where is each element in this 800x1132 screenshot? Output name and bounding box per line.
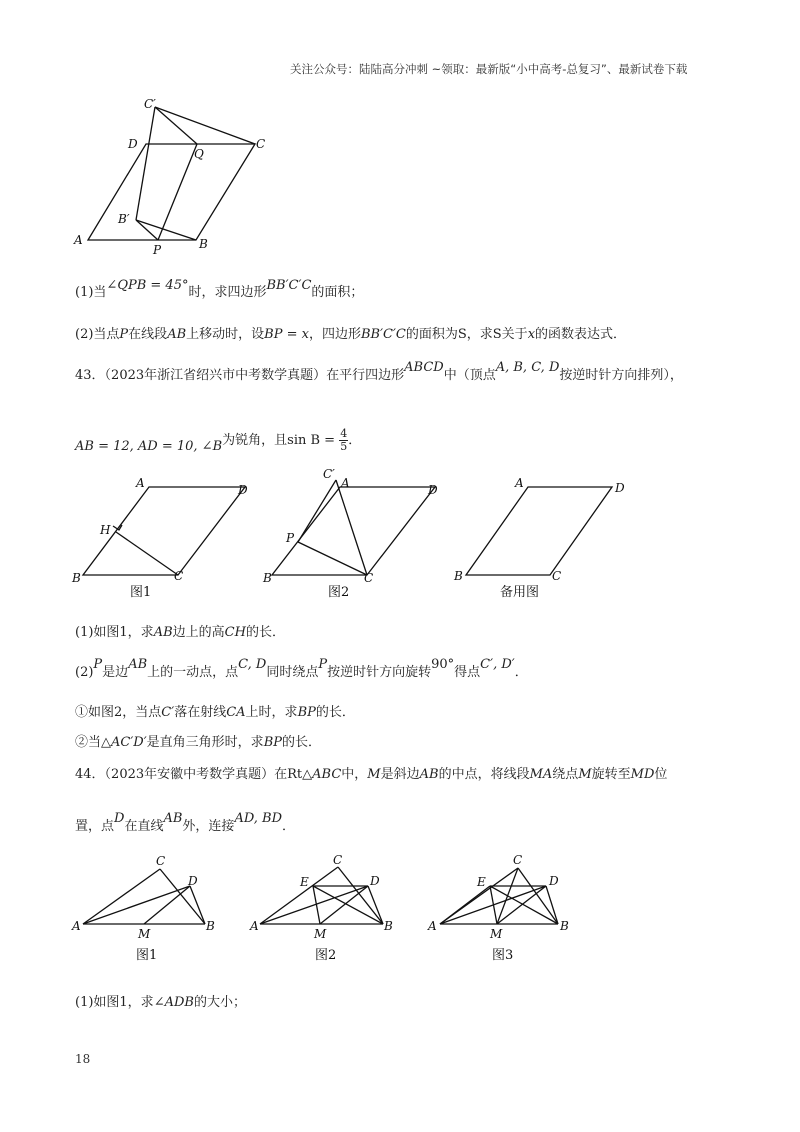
q44-fig2-label-b: B [384,919,393,933]
q43-fig2-label-b: B [263,571,272,585]
q44-fig1-label-c: C [156,854,166,868]
q44-fig1-label-a: A [72,919,81,933]
q44-fig2-label-e: E [300,875,309,889]
q44-fig2-label-a: A [250,919,259,933]
q43-fig2-caption: 图2 [328,585,350,600]
q43-part2: (2)P是边AB上的一动点，点C, D同时绕点P按逆时针方向旋转90°得点C′, D′． [75,657,528,680]
q43-fig2-label-c1: C′ [323,467,335,481]
q43-fig2-label-p: P [286,531,295,545]
q44-intro: 44．（2023年安徽中考数学真题）在Rt△ABC中，M是斜边AB的中点，将线段MA绕点M旋转至MD位 [75,767,668,782]
q43-part1: (1)如图1，求AB边上的高CH的长． [75,625,285,640]
q44-intro-line2: 置，点D在直线AB外，连接AD, BD． [75,811,296,834]
q43-fig1-label-c: C [174,569,184,583]
q44-fig3-caption: 图3 [492,948,514,963]
q44-fig2-label-m: M [314,927,327,941]
q43-fig1-label-h: H [100,523,111,537]
q43-fig3-label-b: B [454,569,463,583]
q43-fig3 [466,487,612,575]
q43-fig2 [272,480,435,575]
q43-subpart1: ①如图2，当点C′落在射线CA上时，求BP的长． [75,705,355,720]
q44-fig2 [260,867,383,924]
q44-fig3-label-c: C [513,853,523,867]
q42-part1: (1)当∠QPB = 45°时，求四边形BB′C′C的面积； [75,278,364,300]
q42-label-b1: B′ [118,212,130,226]
q42-label-q: Q [194,147,204,161]
q43-fig3-caption: 备用图 [500,585,540,600]
q42-label-b: B [199,237,208,251]
q44-fig3-label-m: M [490,927,503,941]
q42-label-c1: C′ [144,97,156,111]
q44-fig3-label-e: E [477,875,486,889]
q43-fig3-label-d: D [615,481,625,495]
q43-fig1-label-b: B [72,571,81,585]
q43-condition: AB = 12, AD = 10, ∠B为锐角，且sin B = $\frac{4}{5}$ ． [75,427,362,454]
q42-part2: (2)当点P在线段AB上移动时，设BP = x，四边形BB′C′C的面积为S，求S关于x的函数表达式． [75,327,627,342]
q43-fig1-label-d: D [238,483,248,497]
q42-label-d: D [128,137,138,151]
page-header: 关注公众号：陆陆高分冲刺 ~领取：最新版“小中高考-总复习”、最新试卷下载 [290,62,688,76]
q43-fig1-label-a: A [136,476,145,490]
q44-fig2-label-c: C [333,853,343,867]
q43-fraction: $\frac{4}{5}$ [340,427,348,453]
q43-fig3-label-a: A [515,476,524,490]
q44-fig3 [440,868,558,924]
q42-label-p: P [153,243,162,257]
q44-fig3-label-d: D [549,874,559,888]
q44-fig3-label-b: B [560,919,569,933]
q43-fig2-label-a: A [341,476,350,490]
q43-fig2-label-c: C [364,571,374,585]
q44-fig2-label-d: D [370,874,380,888]
q43-fig3-label-c: C [552,569,562,583]
q43-subpart2: ②当△AC′D′是直角三角形时，求BP的长． [75,735,322,750]
q44-fig1-label-d: D [188,874,198,888]
q43-fig1-caption: 图1 [130,585,152,600]
q44-fig3-label-a: A [428,919,437,933]
page-number: 18 [75,1052,91,1066]
q44-fig1-caption: 图1 [136,948,158,963]
q44-fig1-label-b: B [206,919,215,933]
q42-label-a: A [74,233,83,247]
q43-fig2-label-d: D [428,483,438,497]
q42-label-c: C [256,137,266,151]
q43-intro: 43．（2023年浙江省绍兴市中考数学真题）在平行四边形ABCD中（顶点A, B, C, D按逆时针方向排列）， [75,360,683,383]
q44-fig2-caption: 图2 [315,948,337,963]
q44-fig1 [83,869,205,924]
q44-fig1-label-m: M [138,927,151,941]
q44-part1: (1)如图1，求∠ADB的大小； [75,995,246,1010]
q43-figures [60,462,740,604]
q44-figures [60,848,640,963]
q42-figure [60,92,300,257]
